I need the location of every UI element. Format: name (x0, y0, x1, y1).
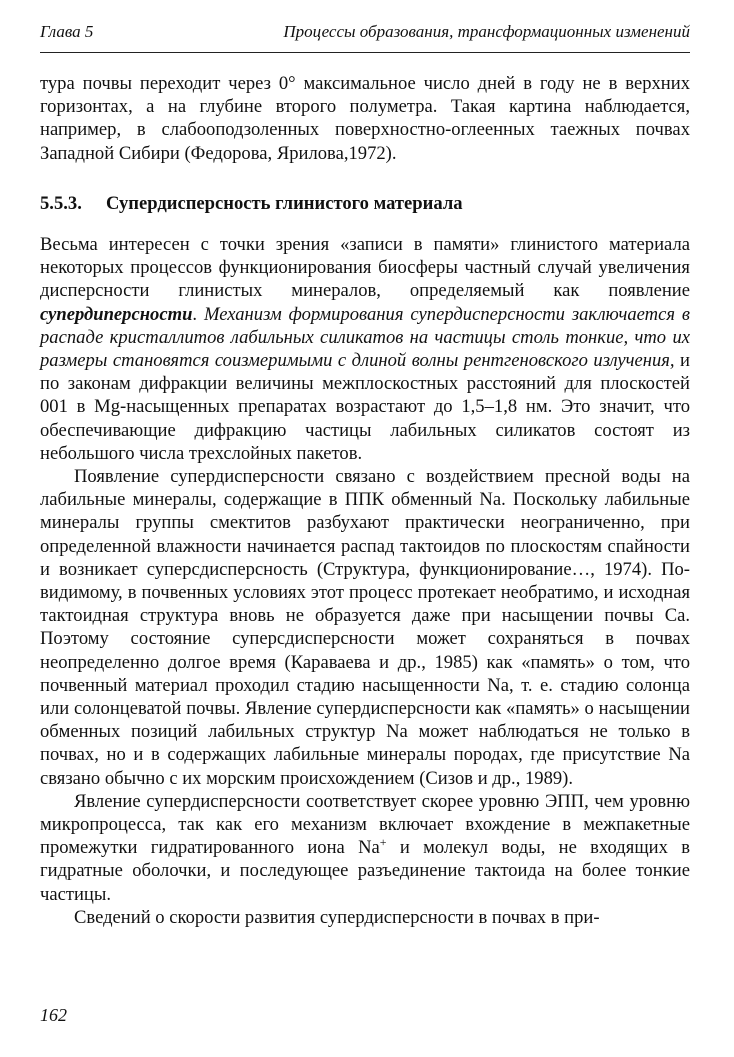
running-header (40, 22, 690, 44)
section-number: 5.5.3. (40, 193, 82, 214)
body-text (40, 233, 690, 929)
para3-text-a: Явление супердисперсности соответствует скорее уровню ЭПП, чем уровню микропроцесса, так как его механизм включает вхождение в межпакетные промежутки гидратированного иона Na (40, 790, 690, 859)
paragraph-2: Появление супердисперсности связано с воздействием пресной воды на лабильные минералы, содержащие в ППК обменный Na. Поскольку лабильные минералы группы смектитов разбухают практически неограниченно, при определенной влажности начинается распад тактоидов по плоскостям спайности и возникает суперсдисперсность (Структура, функционирование…, 1974). По-видимому, в почвенных условиях этот процесс протекает необратимо, и исходная тактоидная структура вновь не образуется даже при насыщении почвы Са. Поэтому состояние суперсдисперсности может сохраняться в почвах неопределенно долгое время (Караваева и др., 1985) как «память» о том, что почвенный материал проходил стадию насыщенности Na, т. е. стадию солонца или солонцеватой почвы. Явление супердисперсности как «память» о насыщении обменных позиций лабильных структур Na может наблюдаться не только в почвах, но и в содержащих лабильные минералы породах, где присутствие Na связано обычно с их морским происхождением (Сизов и др., 1989). (40, 466, 690, 789)
paragraph-1 (40, 233, 690, 465)
page-number: 162 (40, 1005, 67, 1025)
intro-block (40, 72, 690, 165)
term-superdispersity: супердиперсности (40, 303, 193, 325)
section-title: Супердисперсность глинистого материала (106, 193, 463, 214)
intro-paragraph: тура почвы переходит через 0° максимальное число дней в году не в верхних горизонтах, а на глубине второго полуметра. Такая картина наблюдается, например, в слабооподзоленных поверхностно-оглеенных таежных почвах Западной Сибири (Федорова, Ярилова,1972). (40, 73, 690, 164)
para3-text-b: и молекул воды, не входящих в гидратные оболочки, и последующее разъединение тактоида на более тонкие частицы. (40, 837, 690, 905)
paragraph-3 (40, 790, 690, 906)
para1-text-c: и по законам дифракции величины межплоскостных расстояний для плоскостей 001 в Mg-насыщенных препаратах возрастают до 1,5–1,8 нм. Это значит, что обеспечивающие дифракцию частицы лабильных силикатов состоят из небольшого числа трехслойных пакетов. (40, 350, 690, 464)
chapter-label: Глава 5 (40, 22, 94, 41)
para1-italic-definition: Механизм формирования супердисперсности заключается в распаде кристаллитов лабильных силикатов на частицы столь тонкие, что их размеры становятся соизмеримыми с длиной волны рентгеновского излучения, (40, 303, 690, 372)
para1-text-b: . (192, 303, 205, 325)
section-heading (40, 193, 690, 215)
chapter-title: Процессы образования, трансформационных изменений (283, 22, 690, 41)
header-rule (40, 52, 690, 53)
paragraph-4: Сведений о скорости развития супердисперсности в почвах в при- (74, 906, 600, 928)
para1-text-a: Весьма интересен с точки зрения «записи в памяти» глинистого материала некоторых процессов функционирования биосферы частный случай увеличения дисперсности глинистых минералов, определяемый как появление (40, 234, 690, 302)
superscript-plus: + (379, 835, 387, 850)
